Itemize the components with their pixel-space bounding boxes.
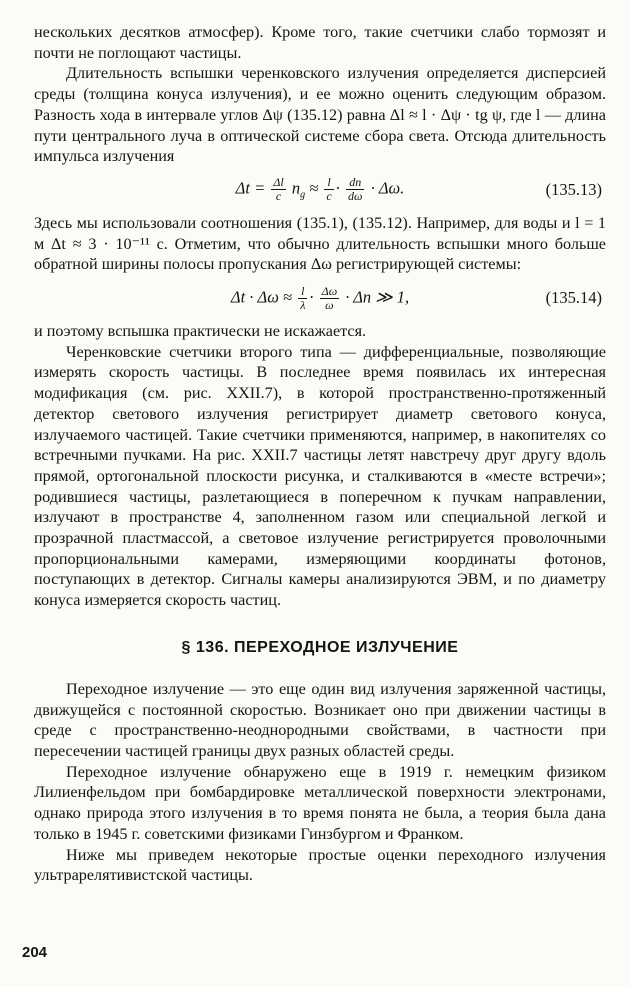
frac-den: dω	[347, 189, 363, 204]
frac-den: c	[326, 189, 332, 204]
frac-num: l	[324, 176, 333, 190]
section-heading: § 136. ПЕРЕХОДНОЕ ИЗЛУЧЕНИЕ	[181, 638, 459, 656]
equation-number: (135.13)	[545, 179, 602, 199]
paragraph-example: Здесь мы использовали соотношения (135.1), (135.12). Например, для воды и l = 1 м Δt ≈ 3 · 10⁻¹¹ с. Отметим, что обычно длительность вспышки много больше обратной ширины полосы пропускания Δω регистрирующей системы:	[34, 213, 606, 274]
eq-approx: ≈	[309, 178, 319, 198]
eq-fraction	[320, 285, 340, 312]
paragraph-transition-history: Переходное излучение обнаружено еще в 1919 г. немецким физиком Лилиенфельдом при бомбардировке металлической поверхности электронами, однако природа этого излучения в то время понята не была, а теория была дана только в 1945 г. советскими физиками Гинзбургом и Франком.	[34, 762, 606, 843]
equation-135-14	[34, 275, 606, 321]
frac-den: ω	[325, 297, 334, 312]
frac-num: l	[298, 285, 307, 299]
frac-num: Δl	[273, 175, 284, 190]
eq-subscript: g	[300, 190, 306, 201]
eq-lhs: Δt · Δω ≈	[230, 286, 293, 306]
frac-den: λ	[300, 297, 306, 312]
frac-num: dn	[346, 176, 364, 190]
eq-tail: · Δn ≫ 1,	[345, 286, 410, 306]
page-number: 204	[22, 944, 48, 961]
paragraph-flash-duration: Длительность вспышки черенковского излучения определяется дисперсией среды (толщина конуса излучения), и ее можно оценить следующим образом. Разность хода в интервале углов Δψ (135.12) равна Δl ≈ l · Δψ · tg ψ, где l — длина пути центрального луча в оптической системе сбора света. Отсюда длительность импульса излучения	[34, 64, 606, 166]
eq-tail: · Δω.	[370, 178, 405, 198]
eq-fraction	[324, 176, 333, 203]
paragraph-differential-counters: Черенковские счетчики второго типа — дифференциальные, позволяющие измерять скорость частицы. В последнее время появилась их интересная модификация (см. рис. XXII.7), в которой пространственно-протяженный детектор светового излучения регистрирует диаметр светового конуса, излучаемого частицей. Такие счетчики применяются, например, в накопителях со встречными пучками. На рис. XXII.7 частицы летят навстречу друг другу вдоль прямой, ортогональной плоскости рисунка, и сталкиваются в «месте встречи»; родившиеся частицы, разлетающиеся в поперечном к пучкам направлении, излучают в пространстве 4, заполненном газом или специальной легкой и прозрачной пластмассой, а световое излучение регистрируется проволочными пропорциональными камерами, измеряющими координаты фотонов, поступающих в детектор. Сигналы камеры анализируются ЭВМ, и по диаметру конуса измеряется скорость частиц.	[34, 342, 606, 610]
paragraph-estimates: Ниже мы приведем некоторые простые оценки переходного излучения ультрарелятивистской частицы.	[34, 845, 606, 885]
eq-fraction	[298, 285, 307, 312]
frac-num: Δω	[321, 283, 338, 298]
equation-body: Δt · Δω ≈ $\frac{l}{\lambda}$ · $\frac{\Delta\omega}{\omega}$ · Δn ≫ 1,	[230, 283, 410, 312]
equation-135-13	[34, 167, 606, 213]
equation-body: Δt = $\frac{\Delta l}{c}$ $n_g$ ≈ $\frac{l}{c}$ · $\frac{dn}{d\omega}$ · Δω.	[235, 175, 405, 204]
frac-den: c	[275, 189, 282, 204]
eq-fraction	[346, 176, 364, 203]
eq-fraction	[271, 176, 285, 203]
paragraph-continuation: нескольких десятков атмосфер). Кроме того, такие счетчики слабо тормозят и почти не поглощают частицы.	[34, 23, 606, 62]
paragraph-no-distortion: и поэтому вспышка практически не искажается.	[34, 322, 367, 341]
eq-symbol: n	[291, 178, 301, 198]
paragraph-transition-definition: Переходное излучение — это еще один вид излучения заряженной частицы, движущейся с постоянной скоростью. Возникает оно при движении частицы в среде с пространственно-неоднородными свойствами, в частности при пересечении частицей границы двух разных областей среды.	[34, 679, 606, 760]
equation-number: (135.14)	[545, 288, 602, 308]
eq-lhs: Δt =	[235, 178, 266, 198]
page-body	[34, 22, 606, 886]
